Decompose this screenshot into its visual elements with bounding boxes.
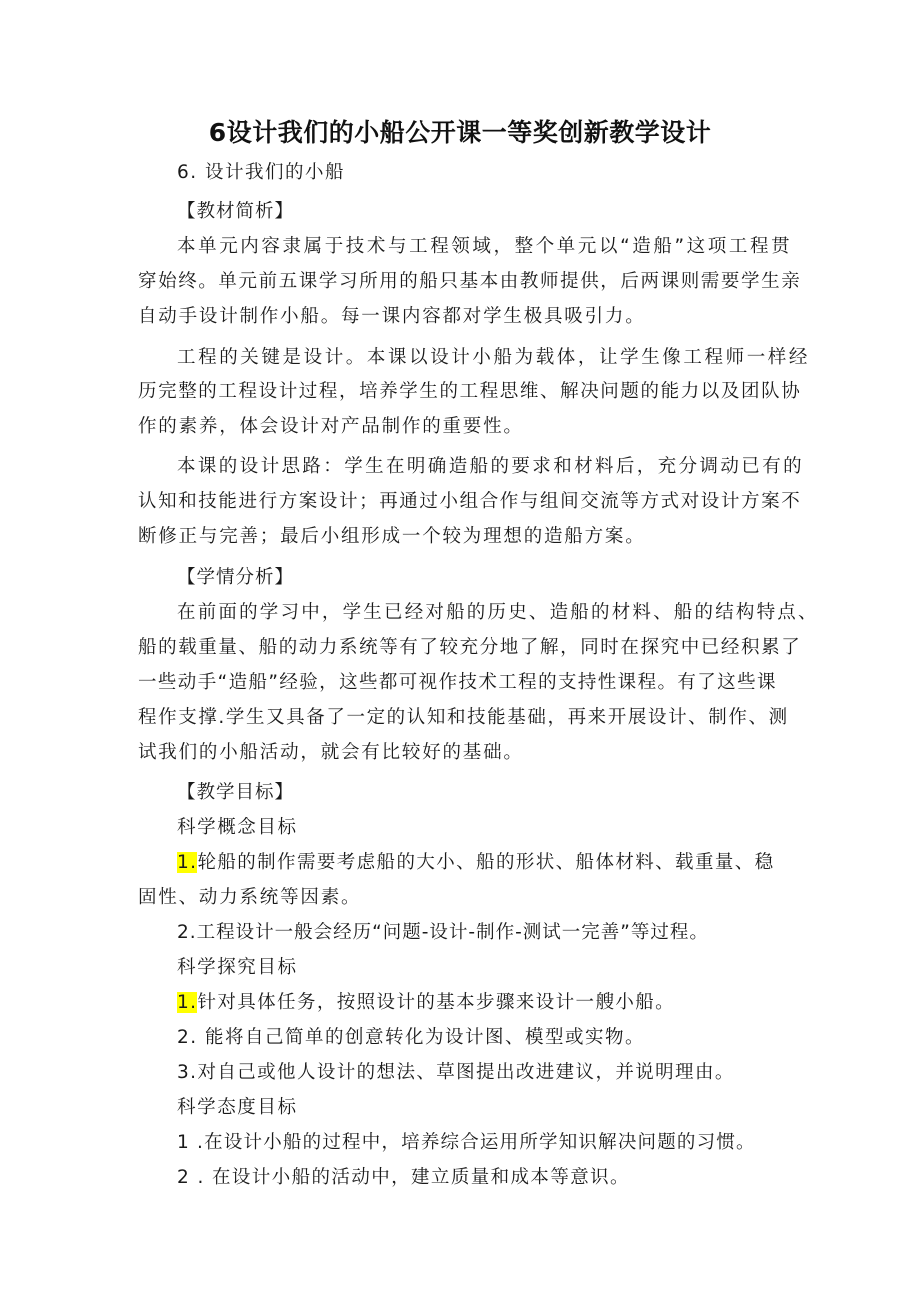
paragraph-line: 程作支撑.学生又具备了一定的认知和技能基础，再来开展设计、制作、测	[138, 707, 789, 728]
paragraph-line: 认知和技能进行方案设计；再通过小组合作与组间交流等方式对设计方案不	[138, 491, 802, 512]
lesson-subtitle: 6. 设计我们的小船	[177, 162, 346, 183]
goal-item: 3.对自己或他人设计的想法、草图提出改进建议，并说明理由。	[177, 1062, 735, 1083]
paragraph-line: 在前面的学习中，学生已经对船的历史、造船的材料、船的结构特点、	[177, 602, 819, 623]
goal-item: 1 .在设计小船的过程中，培养综合运用所学知识解决问题的习惯。	[177, 1132, 756, 1153]
section-heading-goals: 【教学目标】	[177, 782, 295, 803]
section-heading-student: 【学情分析】	[177, 567, 295, 588]
goal-item-continued: 固性、动力系统等因素。	[138, 887, 362, 908]
paragraph-line: 作的素养，体会设计对产品制作的重要性。	[138, 416, 524, 437]
paragraph-line: 一些动手“造船”经验，这些都可视作技术工程的支持性课程。有了这些课	[138, 672, 777, 693]
paragraph-line: 历完整的工程设计过程，培养学生的工程思维、解决问题的能力以及团队协	[138, 381, 802, 402]
section-heading-textbook: 【教材简析】	[177, 201, 295, 222]
subheading-concept: 科学概念目标	[177, 817, 298, 838]
document-title: 6设计我们的小船公开课一等奖创新教学设计	[208, 118, 712, 147]
goal-item: 2. 能将自己简单的创意转化为设计图、模型或实物。	[177, 1027, 646, 1048]
goal-text: 轮船的制作需要考虑船的大小、船的形状、船体材料、载重量、稳	[197, 852, 775, 873]
paragraph-line: 船的载重量、船的动力系统等有了较充分地了解，同时在探究中已经积累了	[138, 637, 802, 658]
goal-item: 2.工程设计一般会经历“问题-设计-制作-测试一完善”等过程。	[177, 922, 709, 943]
goal-number-highlighted: 1.	[177, 852, 198, 873]
goal-text: 针对具体任务，按照设计的基本步骤来设计一艘小船。	[197, 992, 676, 1013]
goal-item	[177, 991, 675, 1015]
goal-number-highlighted: 1.	[177, 992, 198, 1013]
subheading-inquiry: 科学探究目标	[177, 957, 298, 978]
goal-item: 2 . 在设计小船的活动中，建立质量和成本等意识。	[177, 1167, 630, 1188]
goal-item	[177, 851, 775, 875]
paragraph-line: 自动手设计制作小船。每一课内容都对学生极具吸引力。	[138, 306, 646, 327]
paragraph-line: 穿始终。单元前五课学习所用的船只基本由教师提供，后两课则需要学生亲	[138, 271, 802, 292]
subheading-attitude: 科学态度目标	[177, 1097, 298, 1118]
paragraph-line: 工程的关键是设计。本课以设计小船为载体，让学生像工程师一样经	[177, 347, 811, 368]
paragraph-line: 试我们的小船活动，就会有比较好的基础。	[138, 742, 524, 763]
paragraph-line: 本课的设计思路：学生在明确造船的要求和材料后，充分调动已有的	[177, 456, 805, 477]
paragraph-line: 断修正与完善；最后小组形成一个较为理想的造船方案。	[138, 526, 646, 547]
paragraph-line: 本单元内容隶属于技术与工程领域，整个单元以“造船”这项工程贯	[177, 236, 793, 257]
